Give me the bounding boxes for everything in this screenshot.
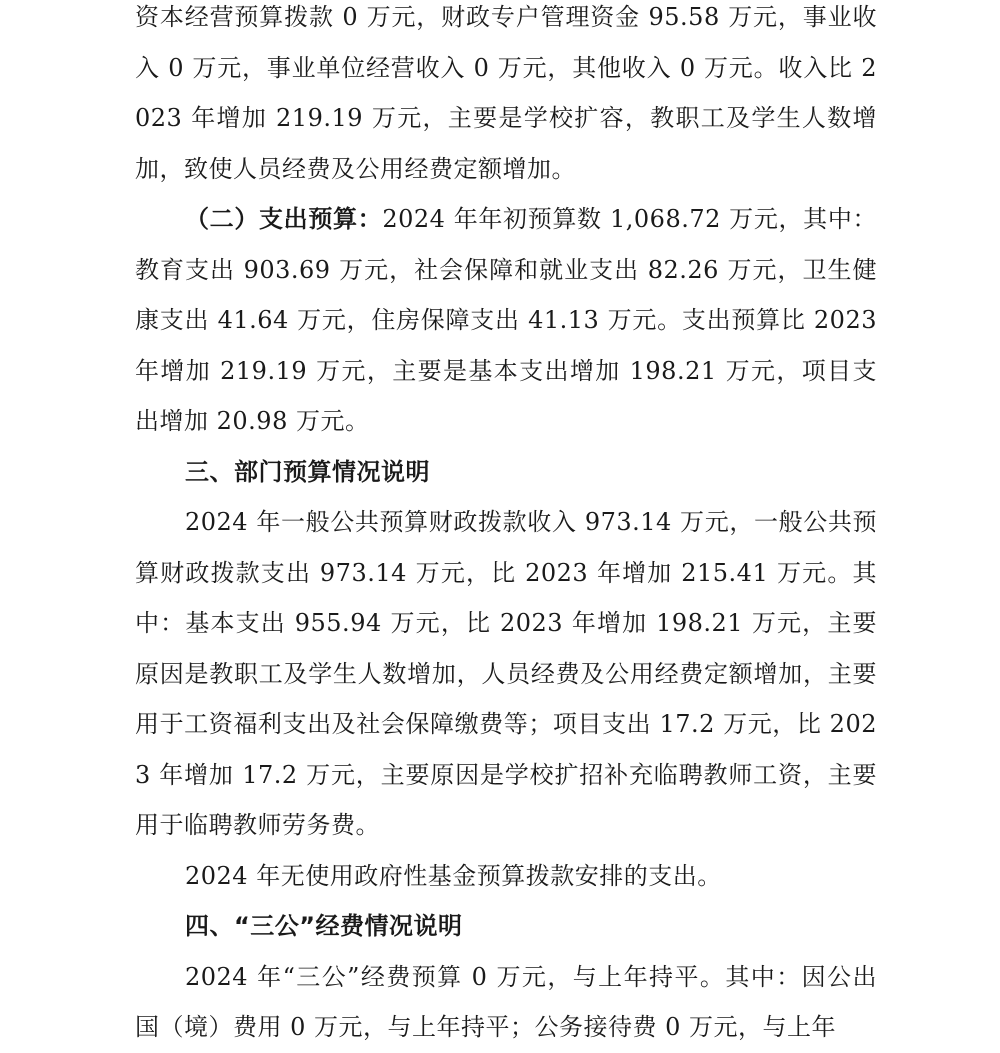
expenditure-budget-text: 2024 年年初预算数 1,068.72 万元，其中：教育支出 903.69 万元，社会保障和就业支出 82.26 万元，卫生健康支出 41.64 万元，住房保障支出 41.13 万元。支出预算比 2023 年增加 219.19 万元，主要是基本支出增加 198.21 万元，项目支出增加 20.98 万元。 [135, 205, 878, 435]
paragraph-three-public-expenses: 2024 年“三公”经费预算 0 万元，与上年持平。其中：因公出国（境）费用 0 万元，与上年持平；公务接待费 0 万元，与上年 [135, 962, 877, 1041]
paragraph-income-continued: 资本经营预算拨款 0 万元，财政专户管理资金 95.58 万元，事业收入 0 万元，事业单位经营收入 0 万元，其他收入 0 万元。收入比 2023 年增加 219.19 万元，主要是学校扩容，教职工及学生人数增加，致使人员经费及公用经费定额增加。 [135, 3, 877, 183]
expenditure-budget-lead: （二）支出预算： [185, 205, 383, 233]
paragraph-government-fund: 2024 年无使用政府性基金预算拨款安排的支出。 [185, 861, 722, 890]
paragraph-general-budget: 2024 年一般公共预算财政拨款收入 973.14 万元，一般公共预算财政拨款支出 973.14 万元，比 2023 年增加 215.41 万元。其中：基本支出 955.94 万元，比 2023 年增加 198.21 万元，主要原因是教职工及学生人数增加，人员经费及公用经费定额增加，主要用于工资福利支出及社会保障缴费等；项目支出 17.2 万元，比 2023 年增加 17.2 万元，主要原因是学校扩招补充临聘教师工资，主要用于临聘教师劳务费。 [135, 508, 877, 839]
section-four-heading: 四、“三公”经费情况说明 [185, 912, 463, 940]
paragraph-expenditure-budget [135, 194, 877, 447]
document-page [135, 0, 877, 1053]
section-three-heading: 三、部门预算情况说明 [185, 457, 430, 486]
